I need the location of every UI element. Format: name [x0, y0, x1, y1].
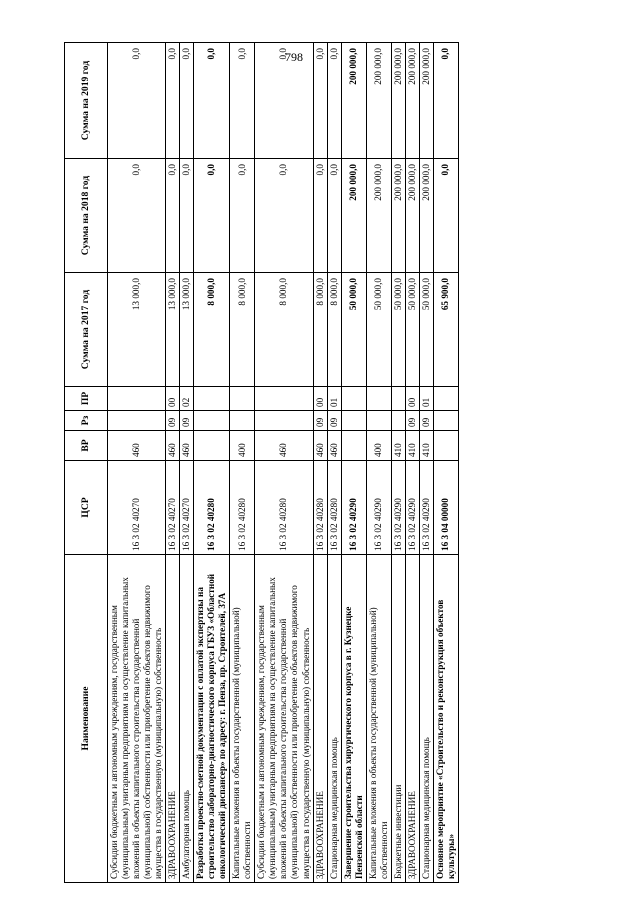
row-rz: [230, 411, 255, 431]
row-rz: [433, 411, 458, 431]
table-row: [166, 43, 180, 883]
row-vr: 460: [327, 431, 341, 461]
row-rz: [255, 411, 313, 431]
row-csr: 16 3 02 40280: [327, 461, 341, 555]
row-sum-2018: 200 000,0: [341, 159, 366, 273]
row-sum-2017: 13 000,0: [166, 273, 180, 387]
row-vr: 460: [255, 431, 313, 461]
row-csr: 16 3 02 40280: [194, 461, 230, 555]
row-sum-2018: 0,0: [255, 159, 313, 273]
table-row: [255, 43, 313, 883]
row-sum-2019: 0,0: [255, 43, 313, 159]
row-rz: [341, 411, 366, 431]
table-row: [313, 43, 327, 883]
table-body: [108, 43, 459, 883]
table-row: [108, 43, 166, 883]
row-rz: [391, 411, 405, 431]
table-row: [433, 43, 458, 883]
header-rz: Рз: [65, 411, 108, 431]
row-vr: [194, 431, 230, 461]
table-row: [366, 43, 391, 883]
row-sum-2018: 0,0: [180, 159, 194, 273]
page-number: 798: [285, 50, 303, 64]
row-sum-2018: 200 000,0: [405, 159, 419, 273]
row-sum-2017: 8 000,0: [194, 273, 230, 387]
row-name: Капитальные вложения в объекты государственной (муниципальной) собственности: [230, 555, 255, 883]
row-pr: 00: [313, 387, 327, 411]
row-sum-2017: 8 000,0: [313, 273, 327, 387]
row-csr: 16 3 02 40290: [366, 461, 391, 555]
row-sum-2017: 50 000,0: [391, 273, 405, 387]
row-rz: 09: [180, 411, 194, 431]
row-csr: 16 3 02 40280: [230, 461, 255, 555]
row-sum-2017: 8 000,0: [255, 273, 313, 387]
row-name: Субсидии бюджетным и автономным учреждениям, государственным (муниципальным) унитарным предприятиям на осуществление капитальных вложений в объекты капитального строительства государственной (муниципальной) собственности или приобретение объектов недвижимого имущества в государственную (муниципальную) собственность: [108, 555, 166, 883]
rotated-budget-sheet: [64, 43, 612, 883]
row-pr: 00: [405, 387, 419, 411]
row-sum-2019: 200 000,0: [391, 43, 405, 159]
row-rz: 09: [166, 411, 180, 431]
row-sum-2017: 13 000,0: [180, 273, 194, 387]
table-row: [391, 43, 405, 883]
row-sum-2019: 0,0: [433, 43, 458, 159]
row-rz: [194, 411, 230, 431]
row-csr: 16 3 02 40290: [391, 461, 405, 555]
header-vr: ВР: [65, 431, 108, 461]
row-name: Стационарная медицинская помощь: [327, 555, 341, 883]
row-sum-2017: 65 900,0: [433, 273, 458, 387]
row-sum-2017: 13 000,0: [108, 273, 166, 387]
row-vr: [341, 431, 366, 461]
row-pr: [255, 387, 313, 411]
row-csr: 16 3 02 40270: [180, 461, 194, 555]
row-csr: 16 3 02 40270: [166, 461, 180, 555]
row-pr: 00: [166, 387, 180, 411]
row-sum-2019: 0,0: [313, 43, 327, 159]
row-sum-2018: 200 000,0: [366, 159, 391, 273]
row-name: ЗДРАВООХРАНЕНИЕ: [313, 555, 327, 883]
row-vr: 410: [391, 431, 405, 461]
row-name: Субсидии бюджетным и автономным учреждениям, государственным (муниципальным) унитарным предприятиям на осуществление капитальных вложений в объекты капитального строительства государственной (муниципальной) собственности или приобретение объектов недвижимого имущества в государственную (муниципальную) собственность: [255, 555, 313, 883]
row-pr: 01: [419, 387, 433, 411]
row-sum-2017: 8 000,0: [327, 273, 341, 387]
row-sum-2018: 0,0: [194, 159, 230, 273]
table-row: [341, 43, 366, 883]
row-csr: 16 3 04 00000: [433, 461, 458, 555]
row-vr: 410: [405, 431, 419, 461]
row-csr: 16 3 02 40290: [341, 461, 366, 555]
header-sum-2019: Сумма на 2019 год: [65, 43, 108, 159]
header-csr: ЦСР: [65, 461, 108, 555]
row-vr: 400: [366, 431, 391, 461]
header-name: Наименование: [65, 555, 108, 883]
row-name: Основное мероприятие «Строительство и реконструкция объектов культуры»: [433, 555, 458, 883]
row-sum-2018: 0,0: [108, 159, 166, 273]
budget-table: [64, 42, 459, 883]
row-sum-2018: 0,0: [230, 159, 255, 273]
row-sum-2019: 200 000,0: [366, 43, 391, 159]
row-rz: 09: [405, 411, 419, 431]
row-sum-2017: 50 000,0: [366, 273, 391, 387]
row-sum-2019: 0,0: [166, 43, 180, 159]
row-pr: 02: [180, 387, 194, 411]
row-sum-2018: 200 000,0: [391, 159, 405, 273]
row-name: ЗДРАВООХРАНЕНИЕ: [166, 555, 180, 883]
row-pr: [230, 387, 255, 411]
row-sum-2019: 0,0: [194, 43, 230, 159]
table-row: [180, 43, 194, 883]
row-pr: [366, 387, 391, 411]
row-sum-2017: 50 000,0: [419, 273, 433, 387]
row-sum-2017: 8 000,0: [230, 273, 255, 387]
row-pr: [108, 387, 166, 411]
header-sum-2017: Сумма на 2017 год: [65, 273, 108, 387]
row-rz: [108, 411, 166, 431]
table-row: [230, 43, 255, 883]
row-sum-2017: 50 000,0: [341, 273, 366, 387]
table-row: [327, 43, 341, 883]
row-pr: [194, 387, 230, 411]
row-sum-2018: 0,0: [433, 159, 458, 273]
row-sum-2019: 200 000,0: [405, 43, 419, 159]
row-vr: 460: [166, 431, 180, 461]
table-header-row: [65, 43, 108, 883]
row-vr: [433, 431, 458, 461]
row-sum-2019: 0,0: [108, 43, 166, 159]
row-pr: [341, 387, 366, 411]
row-sum-2018: 0,0: [327, 159, 341, 273]
row-rz: 09: [327, 411, 341, 431]
row-csr: 16 3 02 40280: [313, 461, 327, 555]
row-sum-2019: 200 000,0: [419, 43, 433, 159]
row-pr: [391, 387, 405, 411]
table-row: [405, 43, 419, 883]
row-sum-2019: 0,0: [230, 43, 255, 159]
row-pr: 01: [327, 387, 341, 411]
row-name: Завершение строительства хирургического корпуса в г. Кузнецке Пензенской области: [341, 555, 366, 883]
row-csr: 16 3 02 40290: [405, 461, 419, 555]
row-name: ЗДРАВООХРАНЕНИЕ: [405, 555, 419, 883]
row-name: Бюджетные инвестиции: [391, 555, 405, 883]
row-name: Разработка проектно-сметной документации с оплатой экспертизы на строительство лабораторно-диагностического корпуса ГБУЗ «Областной онкологический диспансер» по адресу: г. Пенза, пр. Строителей, 37А: [194, 555, 230, 883]
header-pr: ПР: [65, 387, 108, 411]
row-vr: 460: [313, 431, 327, 461]
row-sum-2018: 0,0: [313, 159, 327, 273]
table-row: [194, 43, 230, 883]
row-sum-2019: 0,0: [180, 43, 194, 159]
row-vr: 410: [419, 431, 433, 461]
row-sum-2018: 200 000,0: [419, 159, 433, 273]
row-sum-2019: 0,0: [327, 43, 341, 159]
row-csr: 16 3 02 40280: [255, 461, 313, 555]
row-name: Капитальные вложения в объекты государственной (муниципальной) собственности: [366, 555, 391, 883]
row-csr: 16 3 02 40270: [108, 461, 166, 555]
row-rz: [366, 411, 391, 431]
table-row: [419, 43, 433, 883]
row-sum-2019: 200 000,0: [341, 43, 366, 159]
header-sum-2018: Сумма на 2018 год: [65, 159, 108, 273]
row-sum-2018: 0,0: [166, 159, 180, 273]
row-name: Амбулаторная помощь: [180, 555, 194, 883]
row-sum-2017: 50 000,0: [405, 273, 419, 387]
row-name: Стационарная медицинская помощь: [419, 555, 433, 883]
row-rz: 09: [419, 411, 433, 431]
row-vr: 460: [180, 431, 194, 461]
row-rz: 09: [313, 411, 327, 431]
row-csr: 16 3 02 40290: [419, 461, 433, 555]
row-pr: [433, 387, 458, 411]
row-vr: 400: [230, 431, 255, 461]
row-vr: 460: [108, 431, 166, 461]
